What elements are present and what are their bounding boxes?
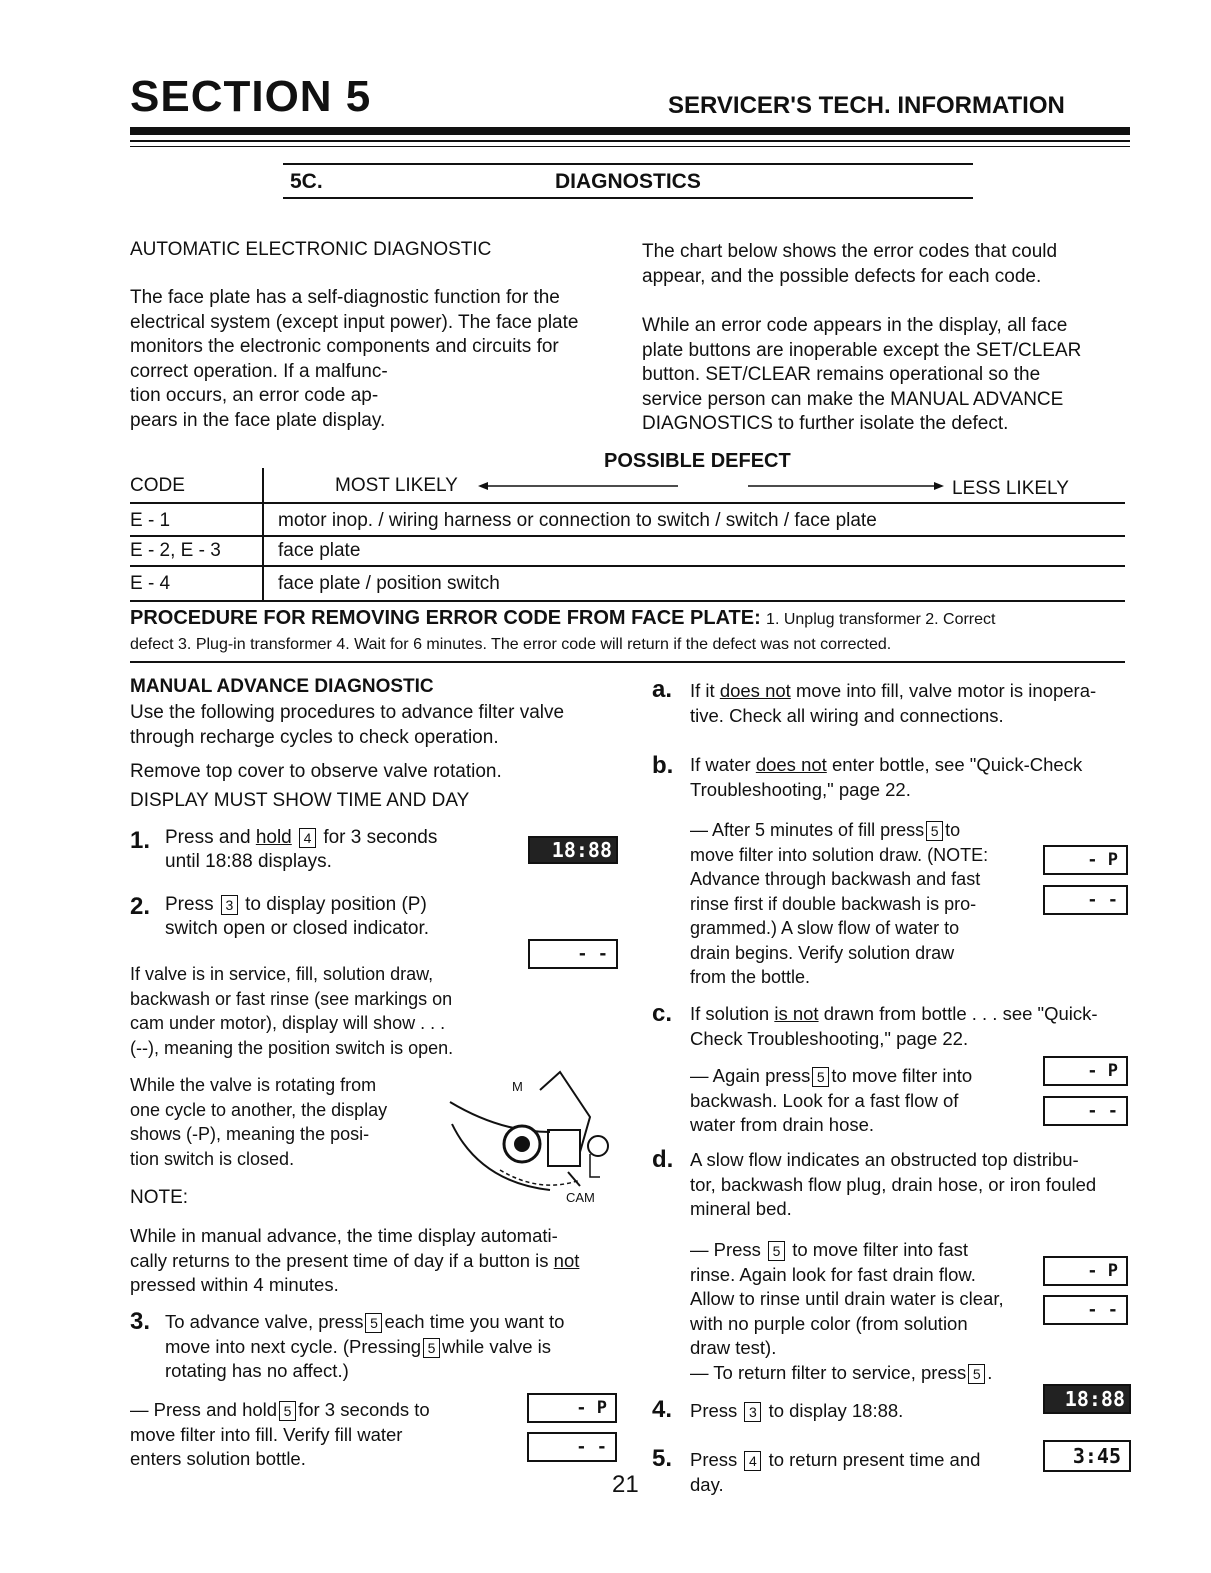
page-number: 21 [612,1471,639,1498]
step-letter: b. [652,752,674,779]
manual-intro: Use the following procedures to advance filter valve through recharge cycles to check operation. [130,702,565,748]
step-number: 4. [652,1396,673,1423]
position-display: - P [1043,845,1128,875]
possible-defect-heading: POSSIBLE DEFECT [604,450,791,472]
diagram-label-m: M [512,1079,523,1094]
step-1-text-2: until 18:88 displays. [165,851,332,872]
key-3-button: 3 [221,895,238,915]
subsection-rule-top [283,163,973,165]
procedure-heading: PROCEDURE FOR REMOVING ERROR CODE FROM FACE PLATE: [130,607,761,629]
step-1-text: Press and hold 4 for 3 seconds [165,827,438,848]
key-5-button: 5 [423,1338,440,1358]
step-4-text: Press 3 to display 18:88. [690,1400,904,1421]
table-rule [130,600,1125,602]
chart-description: The chart below shows the error codes that could appear, and the possible defects for each code. [642,241,1058,287]
table-row-defect: face plate [278,540,361,561]
service-text: If valve is in service, fill, solution draw, backwash or fast rinse (see markings on cam under motor), display will show . . . (--), meaning the position switch is open. [130,964,454,1058]
step-number: 2. [130,893,151,920]
table-column-divider [262,468,264,600]
table-header-most-likely: MOST LIKELY [335,475,458,496]
position-display: - P [1043,1056,1128,1086]
arrow-right-icon [748,478,944,494]
manual-heading: MANUAL ADVANCE DIAGNOSTIC [130,676,434,697]
step-b-text: If water does not enter bottle, see "Quick-Check Troubleshooting," page 22. [690,754,1083,800]
step-number: 3. [130,1308,151,1335]
table-header-code: CODE [130,475,185,496]
step-3-text: To advance valve, press 5 each time you want to move into next cycle. (Pressing 5 while valve is rotating has no affect.) [165,1311,565,1381]
table-row-defect: motor inop. / wiring harness or connection to switch / switch / face plate [278,510,877,531]
key-4-button: 4 [299,828,316,848]
position-display: - P [527,1393,617,1423]
step-b-sub-text: — After 5 minutes of fill press 5 to move filter into solution draw. (NOTE: Advance through backwash and fast rinse first if double backwash is pro- grammed.) A slow flow of water to drain begins. Verify solution draw from the bottle. [690,820,989,987]
step-2-text: Press 3 to display position (P) [165,894,427,915]
position-display: - - [1043,885,1128,915]
header-rule-thin-2 [130,146,1130,147]
diagram-label-cam: CAM [566,1190,595,1205]
table-header-less-likely: LESS LIKELY [952,478,1069,499]
error-code-note: While an error code appears in the display, all face plate buttons are inoperable except the SET/CLEAR button. SET/CLEAR remains operational so the service person can make the MANUAL ADVANCE DIAGNOSTICS to further isolate the defect. [642,315,1082,434]
key-5-button: 5 [768,1241,785,1261]
key-5-button: 5 [279,1401,296,1421]
step-d-text: A slow flow indicates an obstructed top distribu- tor, backwash flow plug, drain hose, or iron fouled mineral bed. [690,1149,1097,1219]
lcd-display: 18:88 [1043,1384,1131,1414]
key-4-button: 4 [744,1451,761,1471]
auto-diag-text: The face plate has a self-diagnostic function for the electrical system (except input power). The face plate monitors the electronic components and circuits for correct operation. If a malfunc- tion occurs, an error code ap- pears in the face plate display. [130,287,579,431]
position-display: - - [1043,1096,1128,1126]
subsection-title: DIAGNOSTICS [555,170,701,193]
key-5-button: 5 [968,1364,985,1384]
table-rule [130,502,1125,504]
hold-5-text: — Press and hold 5 for 3 seconds to move filter into fill. Verify fill water enters solution bottle. [130,1399,430,1469]
key-5-button: 5 [926,821,943,841]
time-display: 3:45 [1043,1440,1131,1472]
note-label: NOTE: [130,1187,189,1208]
step-number: 1. [130,827,151,854]
arrow-left-icon [478,478,678,494]
subsection-rule-bottom [283,197,973,199]
note-text: While in manual advance, the time display automati- cally returns to the present time of day if a button is not pressed within 4 minutes. [130,1225,580,1295]
procedure-line [130,607,1130,630]
table-row-code: E - 4 [130,573,171,594]
header-rule-thin [130,140,1130,142]
key-5-button: 5 [812,1067,829,1087]
rotating-text: While the valve is rotating from one cycle to another, the display shows (-P), meaning the posi- tion switch is closed. [130,1075,388,1169]
header-right-title: SERVICER'S TECH. INFORMATION [668,92,1065,119]
section-title: SECTION 5 [130,72,372,121]
step-c-sub-text: — Again press 5 to move filter into backwash. Look for a fast flow of water from drain hose. [690,1065,973,1135]
step-d-sub-text: — Press 5 to move filter into fast rinse. Again look for fast drain flow. Allow to rinse until drain water is clear, with no purple color (from solution draw test). — To return filter to service, press 5 . [690,1239,1004,1383]
step-c-text: If solution is not drawn from bottle . . . see "Quick- Check Troubleshooting," page 22. [690,1003,1098,1049]
subsection-number: 5C. [290,170,323,193]
remove-cover-text: Remove top cover to observe valve rotation. [130,761,502,782]
step-5-text: Press 4 to return present time and day. [690,1449,981,1495]
step-letter: c. [652,1000,673,1027]
procedure-line-2: defect 3. Plug-in transformer 4. Wait for 6 minutes. The error code will return if the defect was not corrected. [130,636,892,653]
header-rule [130,127,1130,135]
lcd-display: 18:88 [528,836,618,864]
table-row-code: E - 1 [130,510,171,531]
key-3-button: 3 [744,1402,761,1422]
position-display: - P [1043,1256,1128,1286]
position-display: - - [1043,1295,1128,1325]
step-letter: d. [652,1146,674,1173]
procedure-rule [130,661,1125,663]
table-row-code: E - 2, E - 3 [130,540,221,561]
table-rule [130,535,1125,537]
step-number: 5. [652,1445,673,1472]
step-letter: a. [652,676,673,703]
display-must-text: DISPLAY MUST SHOW TIME AND DAY [130,790,470,811]
table-row-defect: face plate / position switch [278,573,500,594]
table-rule [130,565,1125,567]
position-display: - - [528,939,618,969]
key-5-button: 5 [365,1313,382,1333]
auto-diag-heading: AUTOMATIC ELECTRONIC DIAGNOSTIC [130,239,492,260]
procedure-steps: 1. Unplug transformer 2. Correct [766,611,996,628]
cam-motor-diagram [440,1062,630,1202]
step-a-text: If it does not move into fill, valve motor is inopera- tive. Check all wiring and connections. [690,680,1097,726]
step-2-text-2: switch open or closed indicator. [165,918,430,939]
position-display: - - [527,1432,617,1462]
